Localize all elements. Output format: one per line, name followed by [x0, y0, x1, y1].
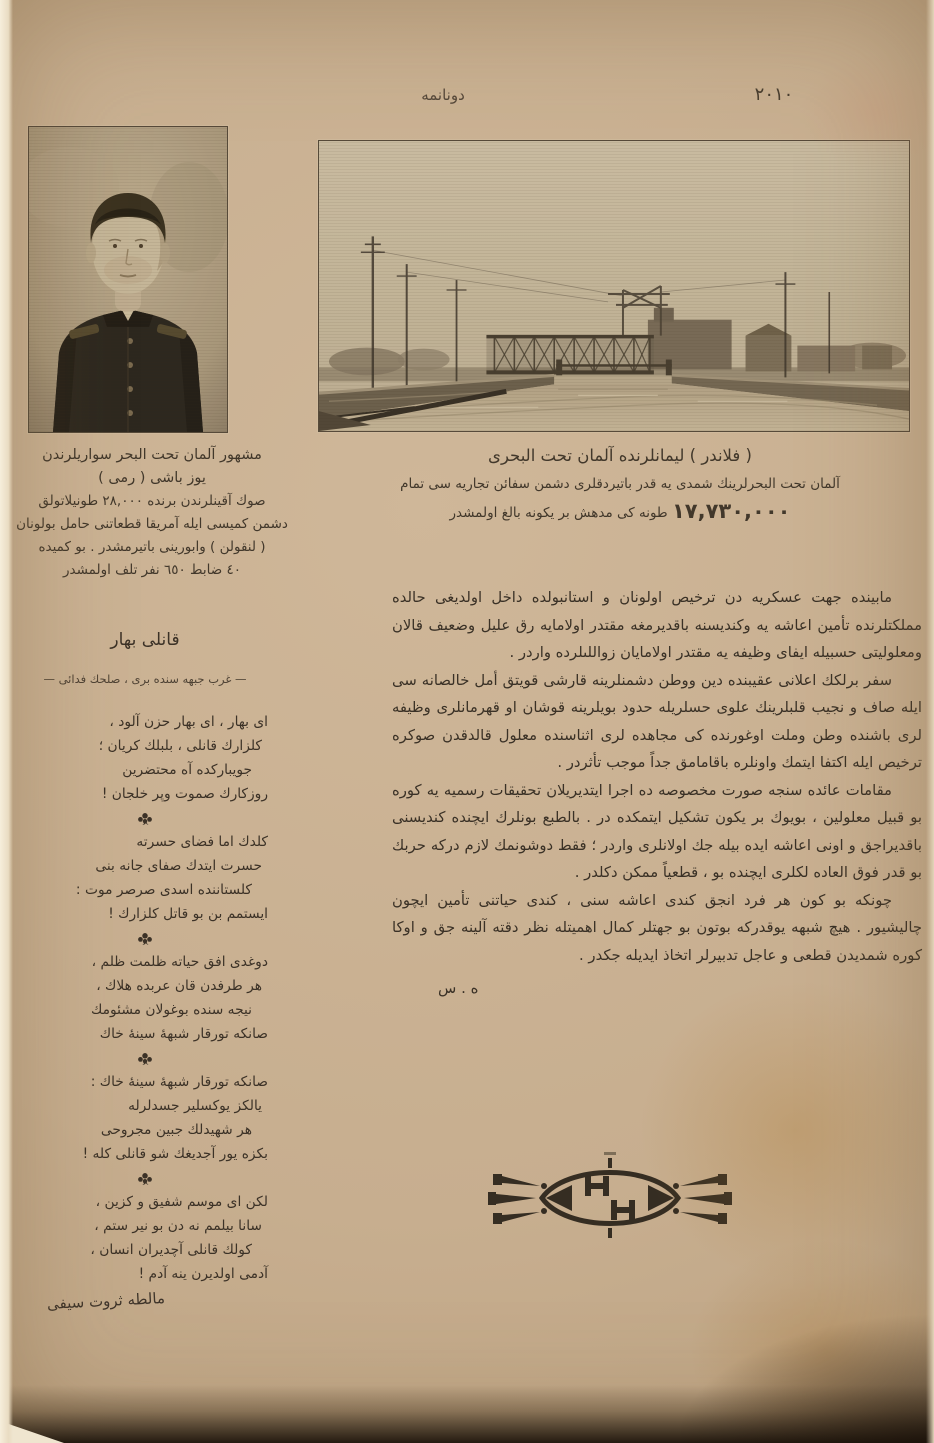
- poem-stanza: [14, 710, 276, 806]
- poem-line: سانا بيلمم نه دن بو نير ستم ،: [94, 1218, 262, 1234]
- fleuron-ornament-icon: [14, 811, 276, 827]
- poem-author-signature: مالطه ثروت سيفى: [46, 1288, 166, 1314]
- caption-line: آلمان تحت البحرلرينك شمدى يه قدر باتيردقلرى دشمن سفائن تجاريه سى تمام: [400, 476, 840, 492]
- fleuron-ornament-icon: [14, 1051, 276, 1067]
- poem-epigraph: — غرب جبهه سنده برى ، صلحك فدائى —: [43, 672, 247, 686]
- scan-edge-right: [926, 0, 934, 1443]
- poem-line: كلدك اما فضاى حسرته: [136, 834, 268, 850]
- poem-line: دوغدى افق حياته ظلمت ظلم ،: [91, 954, 268, 970]
- poem-title: قانلى بهار: [110, 630, 180, 650]
- article-paragraph: مقامات عائده سنجه صورت مخصوصه ده اجرا ايتديريلان تحقيقات رسميه يه كوره بو قبيل معلولين ، بويوك بر يكون تشكيل ايتمكده در . بالطبع بونلرك ايچنده كنديسنى باقديراجق و اونى اعاشه ايده بيله جك اولانلرى واردر ؛ فقط دوشونمك لازم دركه حربك بو قدر فوق العاده لكلرى ايچنده بو ، قطعياً ممكن دكلدر .: [392, 781, 922, 881]
- scan-edge-left: [0, 0, 13, 1443]
- poem-line: كلزارك قانلى ، بلبلك كريان ؛: [98, 738, 262, 754]
- magazine-title: دونانمه: [421, 86, 465, 104]
- article-paragraph: سفر برلكك اعلانى عقيبنده دين ووطن دشمنلرينه قارشى قويتق أمل خالصانه سى ايله صاف و نجيب قلبلرينك علوى حسلريله حدود بويلرينه قوشان او قهرمانلرى وظيفه لرى باشنده وطن وملت اوغورنده كى مجاهده لرى اثناسنده معلول قالدقدن صوكره ترخيص ايله اكتفا ايتمك واونلره باقامامق جداً موجب تأثردر .: [392, 671, 922, 771]
- poem-line: يالكز يوكسلير جسدلرله: [128, 1098, 262, 1114]
- portrait-illustration: [29, 127, 227, 432]
- poem-line: صانكه تورقار شبههٔ سينهٔ خاك: [99, 1026, 268, 1042]
- tailpiece-ornament-icon: [488, 1150, 732, 1246]
- article-author-initials: ه . س: [438, 979, 479, 997]
- poem-stanza: [14, 1070, 276, 1166]
- poem-line: لكن اى موسم شفيق و كزين ،: [95, 1194, 268, 1210]
- harbor-illustration: [319, 141, 909, 431]
- poem-stanza: [14, 830, 276, 926]
- portrait-caption: [16, 444, 288, 582]
- poem-line: كلستاننده اسدى صرصر موت :: [75, 882, 252, 898]
- poem-line: هر طرفدن قان عربده هلاك ،: [96, 978, 262, 994]
- article-body: [392, 584, 922, 1003]
- poem-stanza: [14, 1190, 276, 1286]
- article-paragraph: چونكه بو كون هر فرد انجق كندى اعاشه سنى ، كندى حياتنى تأمين ايچون چاليشيور . هيچ شبهه يوقدركه بوتون بو جهتلر كمال اهميتله نظر دقته آلينه جق و اوكا كوره شمديدن قطعى و عاجل تدبيرلر اتخاذ ايديله جكدر .: [392, 891, 922, 964]
- poem-line: بكزه يور آجديغك شو قانلى كله !: [82, 1146, 268, 1162]
- caption-line-rest: طونه كى مدهش بر يكونه بالغ اولمشدر: [449, 505, 668, 521]
- landscape-photo: [318, 140, 910, 432]
- caption-line: يوز باشى ( رمى ): [98, 470, 206, 486]
- caption-line: صوك آقينلرندن برنده ٢٨,٠٠٠ طونيلاتولق: [38, 493, 266, 509]
- poem-block: [14, 630, 276, 1286]
- poem-line: هر شهيدلك جبين مجروحى: [100, 1122, 252, 1138]
- poem-line: حسرت ايتدك صفاى جانه بنى: [95, 858, 262, 874]
- article-paragraph: مابينده جهت عسكريه دن ترخيص اولونان و استانبولده داخل اولديغى حالده مملكتلرنده تأمين اعاشه يه وكنديسنه باقديرمغه مقتدر اولامايه رق عليل وضعيف قالان ومعلوليتى حسبيله ايفاى وظيفه يه مقتدر اولامايان زواللىلرده واردر .: [392, 589, 922, 661]
- poem-line: روزكارك صموت وپر خلجان !: [101, 786, 268, 802]
- poem-line: كولك قانلى آچديران انسان ،: [90, 1242, 252, 1258]
- poem-line: صانكه تورقار شبههٔ سينهٔ خاك :: [90, 1074, 268, 1090]
- fleuron-ornament-icon: [14, 931, 276, 947]
- fleuron-ornament-icon: [14, 1171, 276, 1187]
- poem-line: اى بهار ، اى بهار حزن آلود ،: [109, 714, 268, 730]
- poem-line: ايستمم بن بو قاتل كلزارك !: [108, 906, 268, 922]
- poem-line: آدمى اولديرن ينه آدم !: [138, 1266, 268, 1282]
- caption-line: دشمن كميسى ايله آمريقا قطعاتنى حامل بولونان: [16, 516, 288, 532]
- tonnage-number: ١٧,٧٣٠,٠٠٠: [671, 499, 791, 523]
- caption-line: مشهور آلمان تحت البحر سواريلرندن: [42, 447, 262, 463]
- caption-line: ٤٠ ضابط ٦٥٠ نفر تلف اولمشدر: [63, 562, 241, 578]
- poem-stanza: [14, 950, 276, 1046]
- page-number: ٢٠١٠: [754, 84, 794, 105]
- caption-line: ( لنقولن ) وابورينى باتيرمشدر . بو كميده: [38, 539, 266, 555]
- caption-line: [330, 499, 910, 523]
- poem-line: نيجه سنده بوغولان مشئومك: [91, 1002, 252, 1018]
- poem-line: جويباركده آه محتضرين: [122, 762, 252, 778]
- scan-shadow-corner: [654, 1303, 934, 1443]
- landscape-photo-caption: [330, 446, 910, 523]
- caption-title: ( فلاندر ) ليمانلرنده آلمان تحت البحرى: [488, 446, 752, 465]
- portrait-photo: [28, 126, 228, 433]
